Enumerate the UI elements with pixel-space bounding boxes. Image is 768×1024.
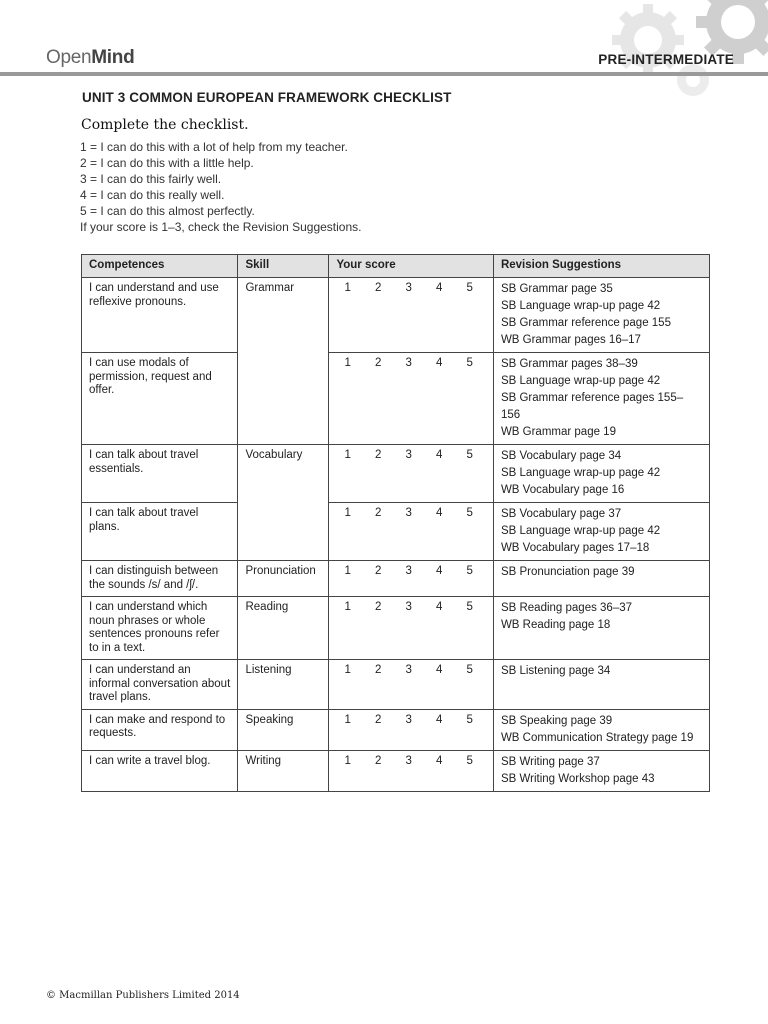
score-cell	[329, 353, 494, 445]
logo-mind-text: Mind	[91, 47, 135, 68]
score-option-1[interactable]: 1	[344, 664, 351, 676]
revision-suggestion: WB Reading page 18	[500, 619, 611, 631]
competence-cell: I can understand and use reflexive pronouns.	[82, 278, 238, 353]
table-row	[82, 750, 710, 791]
competence-cell: I can talk about travel essentials.	[82, 445, 238, 503]
score-option-5[interactable]: 5	[466, 507, 473, 519]
score-option-5[interactable]: 5	[466, 601, 473, 613]
column-header: Your score	[329, 255, 494, 278]
revision-suggestion: SB Writing page 37	[500, 755, 600, 768]
score-option-3[interactable]: 3	[405, 664, 412, 676]
revision-suggestion: SB Speaking page 39	[500, 714, 613, 727]
score-option-3[interactable]: 3	[405, 754, 412, 767]
competence-cell: I can use modals of permission, request and offer.	[82, 353, 238, 445]
revision-suggestion: SB Pronunciation page 39	[500, 566, 635, 578]
revision-suggestion: SB Vocabulary page 37	[500, 508, 622, 520]
score-option-2[interactable]: 2	[374, 357, 382, 369]
score-option-5[interactable]: 5	[466, 713, 473, 726]
revision-suggestion: SB Grammar pages 38–39	[500, 358, 638, 370]
scale-line: 4 = I can do this really well.	[80, 188, 225, 202]
score-option-1[interactable]: 1	[344, 601, 351, 613]
revision-suggestion: SB Writing Workshop page 43	[500, 772, 655, 785]
score-cell	[329, 597, 494, 660]
score-cell	[329, 660, 494, 710]
table-row	[82, 503, 710, 561]
competence-cell: I can write a travel blog.	[82, 750, 238, 791]
column-header: Competences	[82, 255, 238, 278]
skill-cell: Speaking	[238, 709, 329, 750]
revision-cell	[493, 445, 709, 503]
revision-cell	[493, 561, 709, 597]
score-option-3[interactable]: 3	[405, 282, 412, 294]
score-option-5[interactable]: 5	[466, 449, 473, 461]
score-option-1[interactable]: 1	[344, 754, 351, 767]
revision-suggestion: SB Grammar page 35	[500, 283, 613, 295]
score-option-5[interactable]: 5	[466, 282, 473, 294]
score-cell	[329, 445, 494, 503]
column-header: Revision Suggestions	[493, 255, 709, 278]
checklist-table	[81, 254, 710, 792]
score-option-4[interactable]: 4	[435, 754, 443, 767]
score-option-2[interactable]: 2	[374, 565, 382, 577]
skill-cell: Pronunciation	[238, 561, 329, 597]
revision-suggestion: WB Communication Strategy page 19	[500, 731, 694, 744]
score-cell	[329, 503, 494, 561]
score-option-1[interactable]: 1	[344, 565, 351, 577]
score-scale-list	[80, 139, 361, 235]
skill-cell: Listening	[238, 660, 329, 710]
score-option-4[interactable]: 4	[435, 449, 443, 461]
score-option-4[interactable]: 4	[435, 601, 443, 613]
page-title: UNIT 3 COMMON EUROPEAN FRAMEWORK CHECKLIST	[82, 90, 452, 105]
score-option-5[interactable]: 5	[466, 565, 473, 577]
copyright-footer: © Macmillan Publishers Limited 2014	[46, 990, 240, 1001]
scale-line: 1 = I can do this with a lot of help from my teacher.	[80, 140, 348, 154]
skill-cell: Writing	[238, 750, 329, 791]
revision-cell	[493, 597, 709, 660]
score-cell	[329, 278, 494, 353]
score-option-5[interactable]: 5	[466, 754, 473, 767]
skill-cell: Vocabulary	[238, 445, 329, 561]
competence-cell: I can understand an informal conversation about travel plans.	[82, 660, 238, 710]
scale-line: 5 = I can do this almost perfectly.	[80, 204, 255, 218]
revision-suggestion: SB Grammar reference pages 155–156	[500, 392, 684, 421]
score-cell	[329, 561, 494, 597]
instruction-text: Complete the checklist.	[81, 117, 249, 133]
revision-suggestion: SB Language wrap-up page 42	[500, 300, 661, 312]
revision-suggestion: WB Grammar page 19	[500, 426, 616, 438]
score-option-4[interactable]: 4	[435, 664, 443, 676]
table-row	[82, 278, 710, 353]
score-option-5[interactable]: 5	[466, 357, 473, 369]
revision-suggestion: SB Language wrap-up page 42	[500, 467, 661, 479]
competence-cell: I can understand which noun phrases or whole sentences pronouns refer to in a text.	[82, 597, 238, 660]
brand-logo	[46, 47, 134, 69]
score-option-1[interactable]: 1	[344, 282, 351, 294]
scale-line: 3 = I can do this fairly well.	[80, 172, 222, 186]
column-header: Skill	[238, 255, 329, 278]
score-option-3[interactable]: 3	[405, 601, 412, 613]
skill-cell: Grammar	[238, 278, 329, 445]
score-option-4[interactable]: 4	[435, 565, 443, 577]
revision-cell	[493, 353, 709, 445]
revision-cell	[493, 709, 709, 750]
revision-cell	[493, 278, 709, 353]
score-option-2[interactable]: 2	[374, 507, 382, 519]
score-cell	[329, 709, 494, 750]
revision-suggestion: SB Language wrap-up page 42	[500, 375, 661, 387]
score-option-3[interactable]: 3	[405, 449, 412, 461]
revision-cell	[493, 750, 709, 791]
score-option-5[interactable]: 5	[466, 664, 473, 676]
score-option-3[interactable]: 3	[405, 507, 412, 519]
table-row	[82, 353, 710, 445]
score-option-1[interactable]: 1	[344, 449, 351, 461]
table-row	[82, 597, 710, 660]
score-option-2[interactable]: 2	[374, 664, 382, 676]
score-option-3[interactable]: 3	[405, 713, 412, 726]
revision-suggestion: WB Vocabulary page 16	[500, 484, 625, 496]
competence-cell: I can talk about travel plans.	[82, 503, 238, 561]
score-option-4[interactable]: 4	[435, 507, 443, 519]
revision-suggestion: SB Reading pages 36–37	[500, 602, 633, 614]
scale-line: 2 = I can do this with a little help.	[80, 156, 254, 170]
revision-suggestion: SB Vocabulary page 34	[500, 450, 622, 462]
gears-decoration-icon	[588, 0, 768, 100]
table-row	[82, 660, 710, 710]
scale-line: If your score is 1–3, check the Revision Suggestions.	[80, 220, 362, 234]
score-option-4[interactable]: 4	[435, 282, 443, 294]
score-option-3[interactable]: 3	[405, 357, 412, 369]
revision-suggestion: SB Grammar reference page 155	[500, 317, 671, 329]
revision-cell	[493, 503, 709, 561]
competence-cell: I can distinguish between the sounds /s/ and /ʃ/.	[82, 561, 238, 597]
skill-cell: Reading	[238, 597, 329, 660]
competence-cell: I can make and respond to requests.	[82, 709, 238, 750]
score-option-2[interactable]: 2	[374, 601, 382, 613]
revision-suggestion: WB Vocabulary pages 17–18	[500, 542, 650, 554]
score-option-4[interactable]: 4	[435, 357, 443, 369]
score-option-2[interactable]: 2	[374, 754, 382, 767]
score-option-1[interactable]: 1	[344, 507, 351, 519]
revision-suggestion: WB Grammar pages 16–17	[500, 334, 641, 346]
level-label: PRE-INTERMEDIATE	[598, 52, 734, 67]
table-header-row	[82, 255, 710, 278]
score-option-2[interactable]: 2	[374, 449, 382, 461]
logo-open-text: Open	[46, 47, 92, 68]
score-option-2[interactable]: 2	[374, 282, 382, 294]
revision-suggestion: SB Language wrap-up page 42	[500, 525, 661, 537]
score-option-3[interactable]: 3	[405, 565, 412, 577]
score-option-1[interactable]: 1	[344, 357, 351, 369]
score-cell	[329, 750, 494, 791]
score-option-2[interactable]: 2	[374, 713, 382, 726]
table-row	[82, 709, 710, 750]
revision-cell	[493, 660, 709, 710]
score-option-4[interactable]: 4	[435, 713, 443, 726]
revision-suggestion: SB Listening page 34	[500, 665, 611, 677]
header-divider	[0, 72, 768, 76]
table-row	[82, 561, 710, 597]
score-option-1[interactable]: 1	[344, 713, 351, 726]
table-row	[82, 445, 710, 503]
